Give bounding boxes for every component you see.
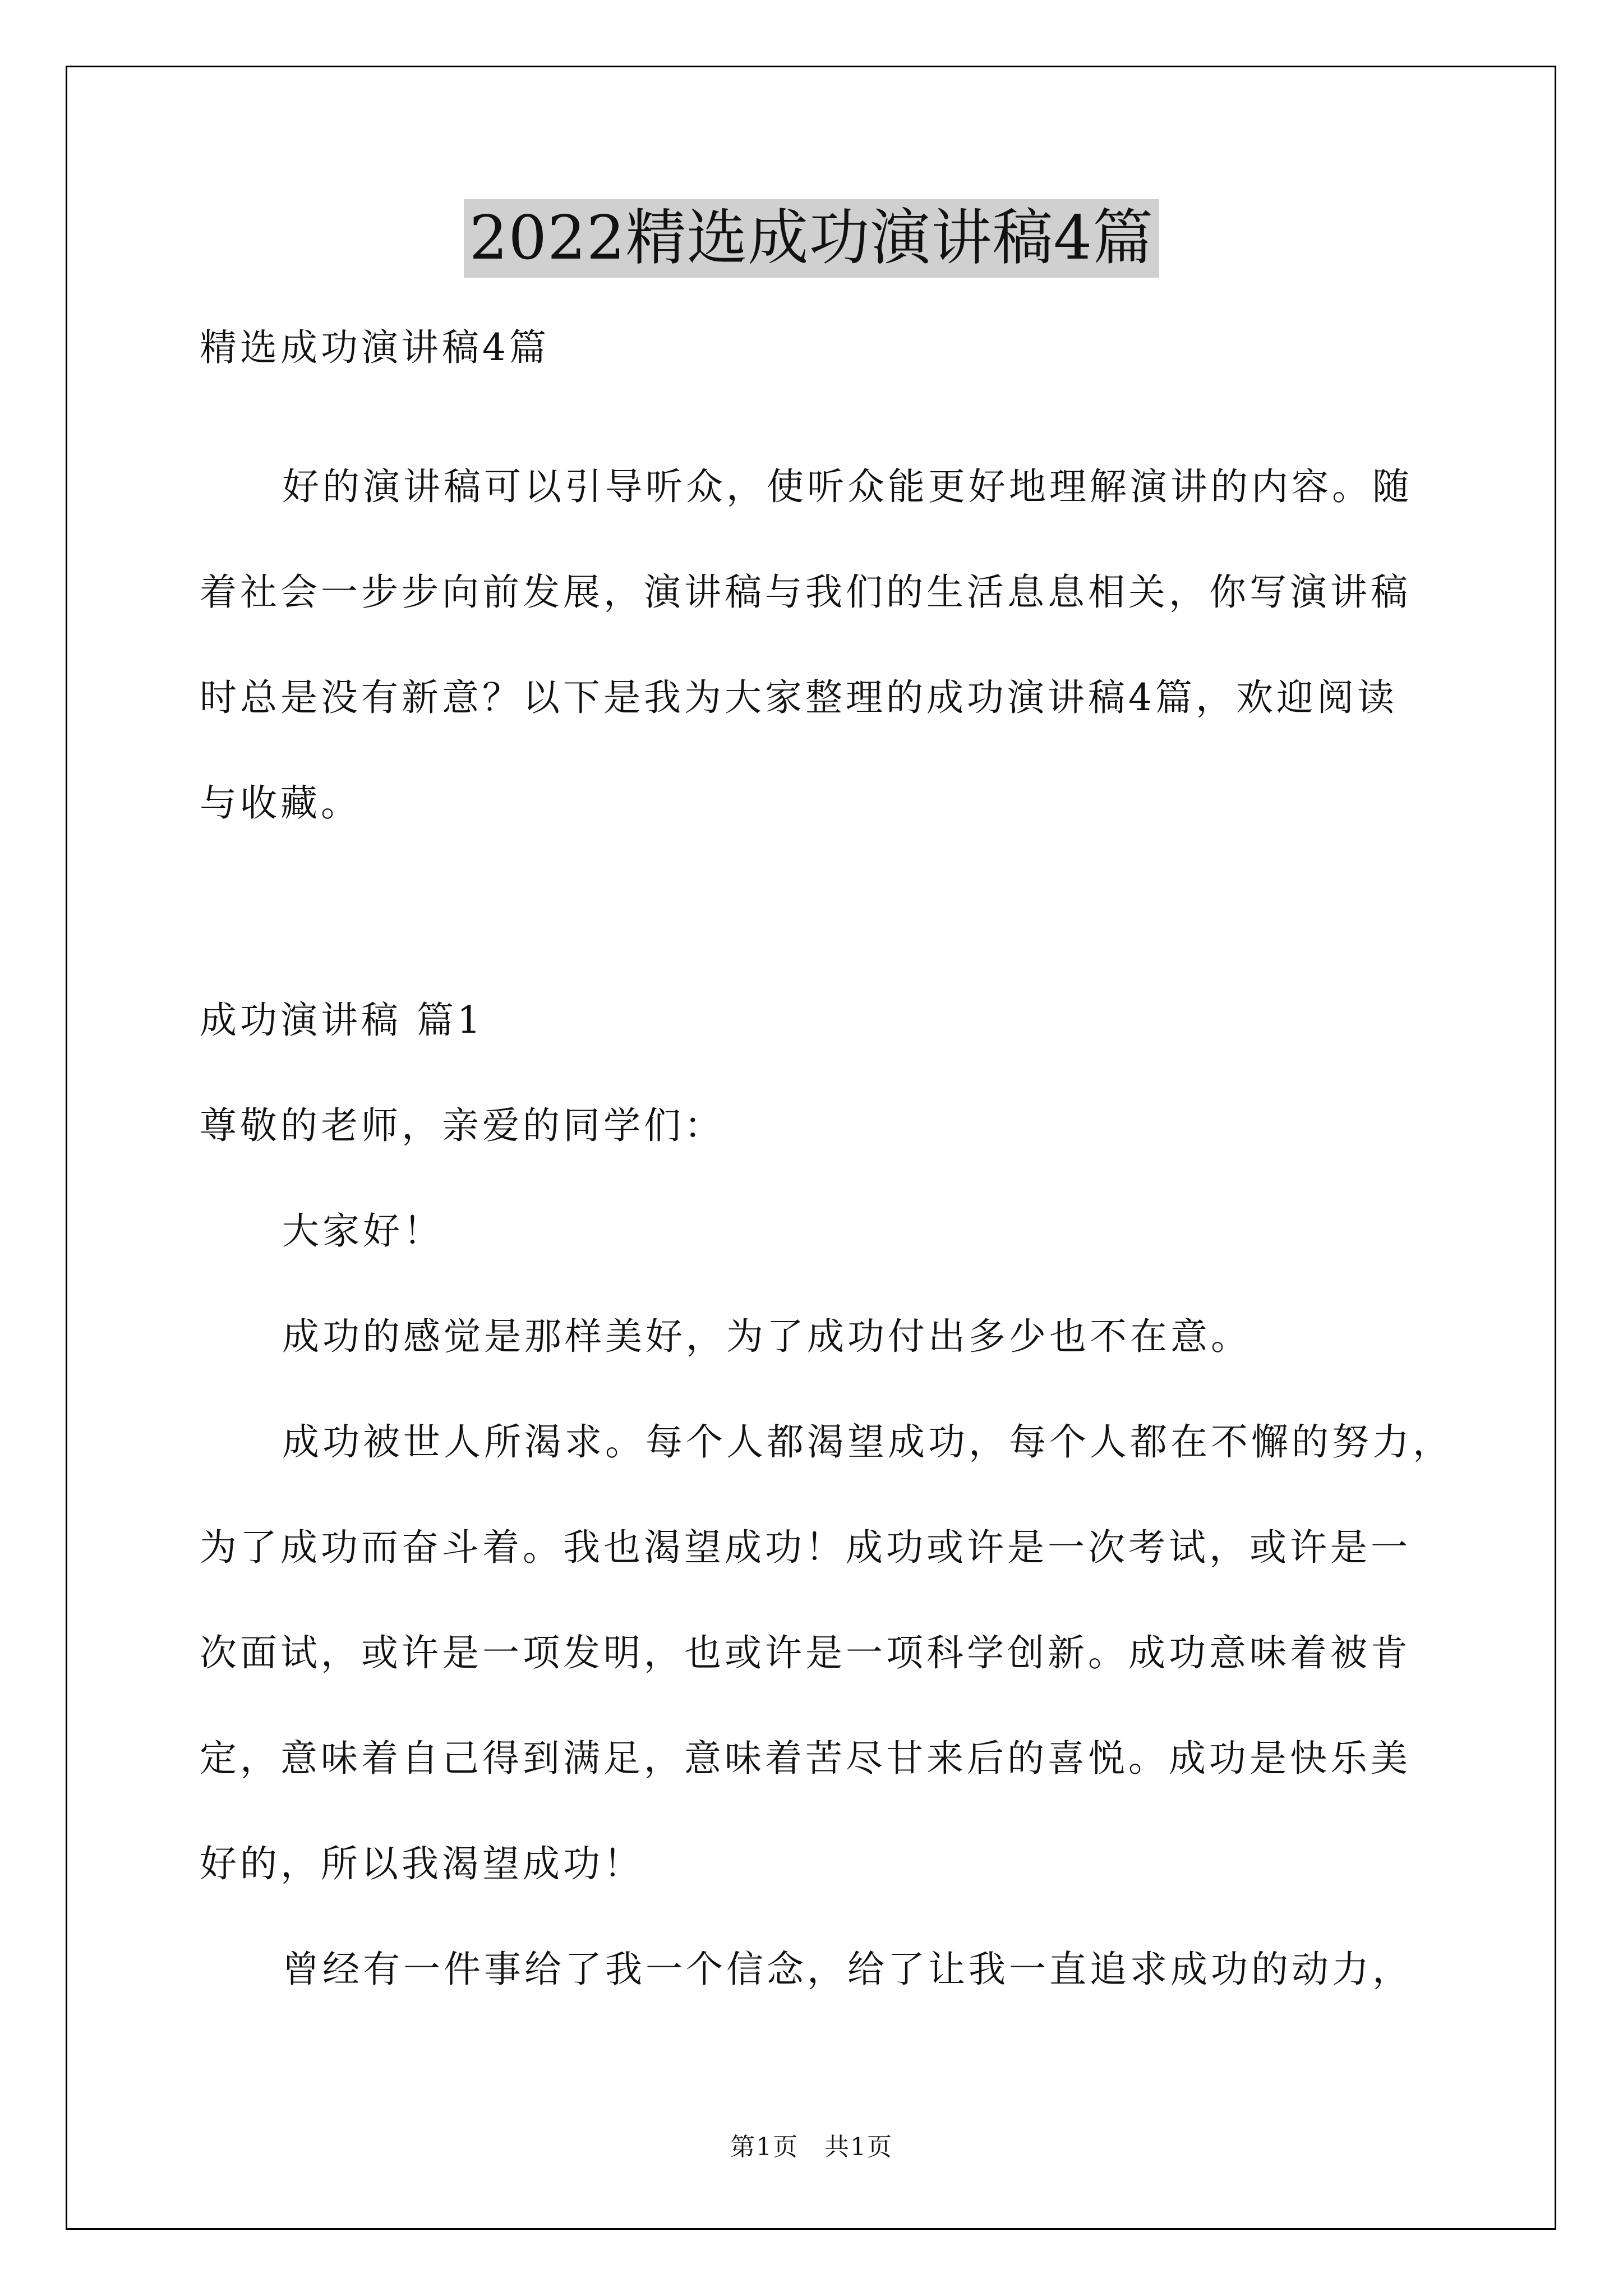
subtitle-line: 精选成功演讲稿4篇 bbox=[200, 326, 550, 369]
document-title: 2022精选成功演讲稿4篇 bbox=[464, 199, 1160, 278]
page-footer: 第1页 共1页 bbox=[730, 2133, 893, 2161]
greeting-line: 大家好！ bbox=[282, 1209, 444, 1253]
paragraph-line: 为了成功而奋斗着。我也渴望成功！成功或许是一次考试，或许是一 bbox=[200, 1526, 1411, 1569]
paragraph-line: 定，意味着自己得到满足，意味着苦尽甘来后的喜悦。成功是快乐美 bbox=[200, 1737, 1411, 1780]
paragraph-line: 成功的感觉是那样美好，为了成功付出多少也不在意。 bbox=[282, 1315, 1251, 1358]
section-heading: 成功演讲稿 篇1 bbox=[200, 999, 484, 1042]
paragraph-line: 时总是没有新意？以下是我为大家整理的成功演讲稿4篇，欢迎阅读 bbox=[200, 676, 1398, 719]
paragraph-line: 曾经有一件事给了我一个信念，给了让我一直追求成功的动力， bbox=[282, 1948, 1413, 1991]
paragraph-line: 成功被世人所渴求。每个人都渴望成功，每个人都在不懈的努力， bbox=[282, 1420, 1453, 1464]
title-wrap bbox=[0, 199, 1623, 278]
salutation-line: 尊敬的老师，亲爱的同学们： bbox=[200, 1104, 725, 1147]
paragraph-line: 好的，所以我渴望成功！ bbox=[200, 1842, 644, 1885]
paragraph-line: 与收藏。 bbox=[200, 781, 361, 825]
paragraph-line: 好的演讲稿可以引导听众，使听众能更好地理解演讲的内容。随 bbox=[282, 465, 1413, 508]
paragraph-line: 着社会一步步向前发展，演讲稿与我们的生活息息相关，你写演讲稿 bbox=[200, 570, 1411, 614]
paragraph-line: 次面试，或许是一项发明，也或许是一项科学创新。成功意味着被肯 bbox=[200, 1631, 1411, 1674]
